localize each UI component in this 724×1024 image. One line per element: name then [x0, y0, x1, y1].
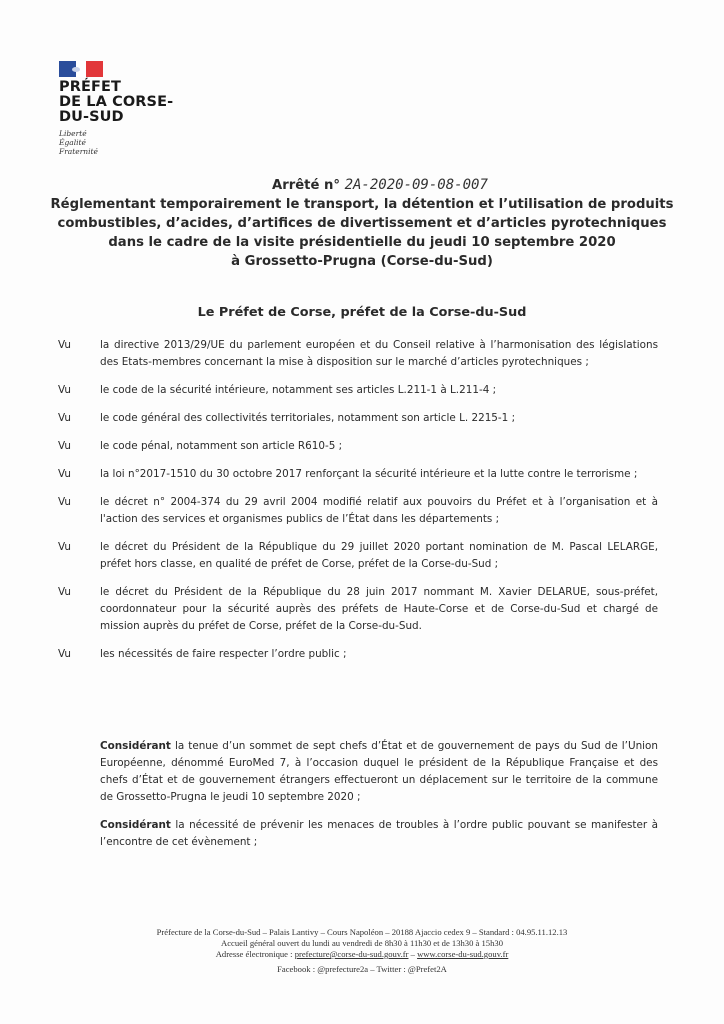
considerant-text: la nécessité de prévenir les menaces de troubles à l’ordre public pouvant se manifester à l’encontre de cet évènement ; — [100, 819, 658, 848]
logo-line: DE LA CORSE- — [59, 94, 174, 110]
vu-text: le code pénal, notamment son article R610-5 ; — [100, 440, 343, 452]
considerant-item — [100, 817, 658, 851]
footer-social: Facebook : @prefecture2a – Twitter : @Prefet2A — [277, 964, 447, 974]
footer-contact — [40, 949, 684, 960]
title-line: à Grossetto-Prugna (Corse-du-Sud) — [231, 254, 493, 269]
vu-label: Vu — [58, 648, 71, 660]
footer-hours: Accueil général ouvert du lundi au vendredi de 8h30 à 11h30 et de 13h30 à 15h30 — [221, 938, 503, 948]
website-link[interactable]: www.corse-du-sud.gouv.fr — [417, 949, 509, 959]
republic-motto — [59, 129, 173, 156]
vu-text: la directive 2013/29/UE du parlement européen et du Conseil relative à l’harmonisation des législations des Etats-membres concernant la mise à disposition sur le marché d’articles pyrotechniques ; — [100, 339, 658, 368]
considerant-text: la tenue d’un sommet de sept chefs d’État et de gouvernement de pays du Sud de l’Union Européenne, dénommé EuroMed 7, à l’occasion duquel le président de la République Française et des chefs d’État et de gouvernement étrangers effectueront un déplacement sur le territoire de la commune de Grossetto-Prugna le jeudi 10 septembre 2020 ; — [100, 740, 658, 803]
title-line: combustibles, d’acides, d’artifices de divertissement et d’articles pyrotechniques — [57, 216, 667, 231]
email-label: Adresse électronique : — [215, 949, 295, 959]
arrete-number-handwritten: 2A-2020-09-08-007 — [344, 177, 488, 193]
vu-item — [58, 584, 658, 635]
footer-separator: – — [408, 949, 418, 959]
vu-label: Vu — [58, 496, 71, 508]
arrete-heading — [40, 176, 684, 195]
considerant-item — [100, 738, 658, 806]
vu-text: le code de la sécurité intérieure, notamment ses articles L.211-1 à L.211-4 ; — [100, 384, 497, 396]
logo-line: DU-SUD — [59, 109, 124, 125]
vu-label: Vu — [58, 440, 71, 452]
flag-red-band — [86, 61, 103, 77]
motto-line: Liberté — [59, 129, 87, 138]
vu-item — [58, 494, 658, 528]
considerant-label: Considérant — [100, 740, 171, 752]
vu-label: Vu — [58, 339, 71, 351]
vu-item — [58, 337, 658, 371]
vu-label: Vu — [58, 468, 71, 480]
logo-line: PRÉFET — [59, 79, 121, 95]
vu-text: le décret n° 2004-374 du 29 avril 2004 modifié relatif aux pouvoirs du Préfet et à l’organisation et à l'action des services et organismes publics de l’État dans les départements ; — [100, 496, 658, 525]
arrete-label: Arrêté n° — [272, 178, 340, 193]
title-line: Réglementant temporairement le transport, la détention et l’utilisation de produits — [50, 197, 674, 212]
footer-address: Préfecture de la Corse-du-Sud – Palais Lantivy – Cours Napoléon – 20188 Ajaccio cedex 9 – Standard : 04.95.11.12.13 — [156, 927, 568, 937]
vu-label: Vu — [58, 384, 71, 396]
vu-item — [58, 382, 658, 399]
vu-item — [58, 539, 658, 573]
title-line: dans le cadre de la visite présidentielle du jeudi 10 septembre 2020 — [108, 235, 616, 250]
prefecture-name — [59, 80, 173, 125]
vu-text: le code général des collectivités territoriales, notamment son article L. 2215-1 ; — [100, 412, 516, 424]
considerant-label: Considérant — [100, 819, 171, 831]
page-footer — [40, 927, 684, 975]
vu-label: Vu — [58, 541, 71, 553]
french-flag-icon — [59, 61, 103, 77]
vu-item — [58, 646, 658, 663]
marianne-logo — [59, 61, 173, 156]
vu-item — [58, 466, 658, 483]
vu-text: le décret du Président de la République du 28 juin 2017 nommant M. Xavier DELARUE, sous-préfet, coordonnateur pour la sécurité auprès des préfets de Haute-Corse et de Corse-du-Sud et chargé de mission auprès du préfet de Corse, préfet de la Corse-du-Sud. — [100, 586, 658, 632]
vu-label: Vu — [58, 412, 71, 424]
considerant-list — [100, 738, 658, 862]
email-link[interactable]: prefecture@corse-du-sud.gouv.fr — [294, 949, 409, 959]
vu-label: Vu — [58, 586, 71, 598]
vu-text: les nécessités de faire respecter l’ordre public ; — [100, 648, 347, 660]
vu-item — [58, 410, 658, 427]
vu-text: le décret du Président de la République du 29 juillet 2020 portant nomination de M. Pascal LELARGE, préfet hors classe, en qualité de préfet de Corse, préfet de la Corse-du-Sud ; — [100, 541, 658, 570]
motto-line: Égalité — [59, 138, 86, 147]
vu-list — [58, 337, 658, 674]
issuing-authority: Le Préfet de Corse, préfet de la Corse-du-Sud — [197, 305, 527, 320]
vu-item — [58, 438, 658, 455]
motto-line: Fraternité — [59, 147, 98, 156]
vu-text: la loi n°2017-1510 du 30 octobre 2017 renforçant la sécurité intérieure et la lutte contre le terrorisme ; — [100, 468, 638, 480]
document-title — [40, 176, 684, 271]
flag-white-band — [76, 61, 86, 77]
